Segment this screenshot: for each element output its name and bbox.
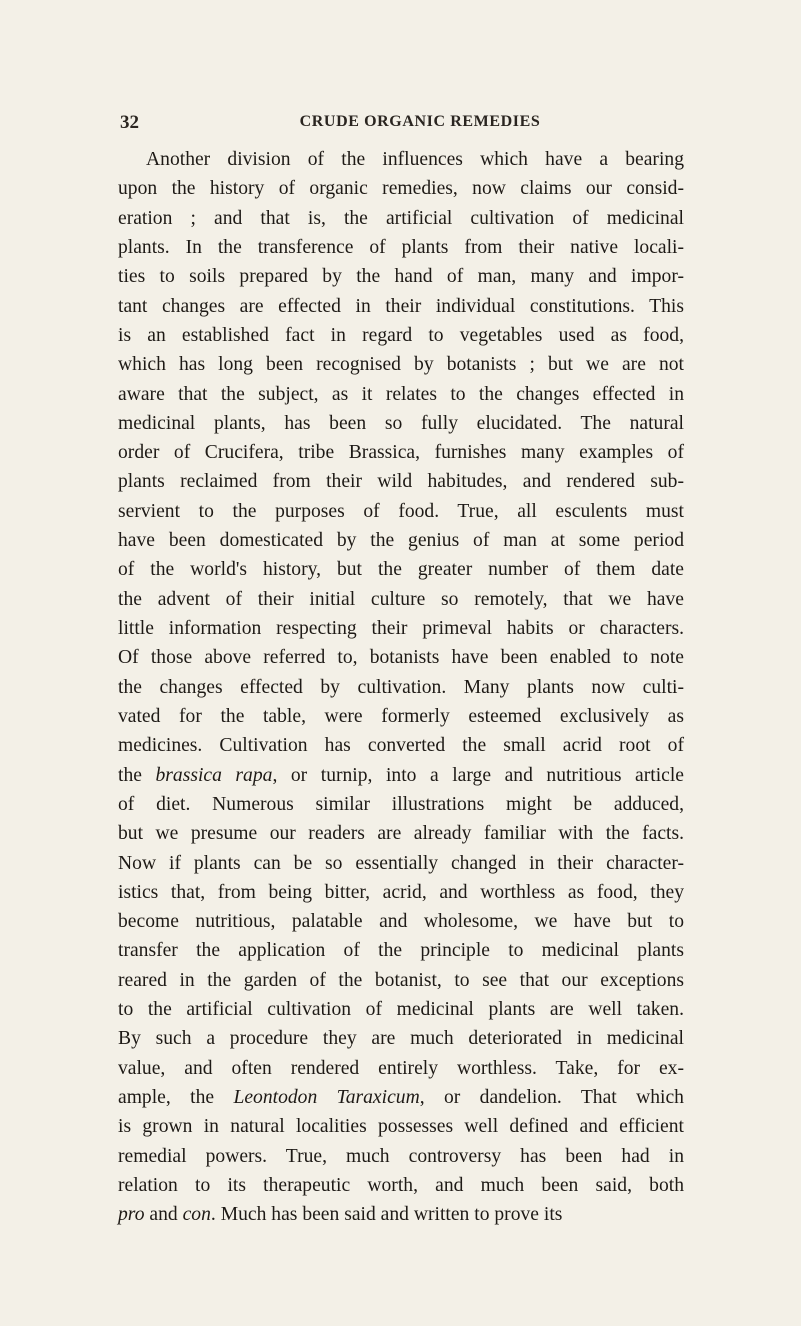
text-line xyxy=(118,1200,684,1229)
text-line xyxy=(118,497,684,526)
text-line xyxy=(118,585,684,614)
text-line xyxy=(118,145,684,174)
text-segment: medicinal plants, has been so fully elucidated. The natural xyxy=(118,412,684,434)
text-segment: of the world's history, but the greater number of them date xyxy=(118,559,684,581)
text-line xyxy=(118,673,684,702)
text-line xyxy=(118,1142,684,1171)
text-segment: plants. In the transference of plants from their native locali- xyxy=(118,236,684,258)
text-line xyxy=(118,878,684,907)
text-segment: istics that, from being bitter, acrid, and worthless as food, they xyxy=(118,881,684,903)
text-line xyxy=(118,526,684,555)
text-line xyxy=(118,1171,684,1200)
text-line xyxy=(118,292,684,321)
text-line xyxy=(118,966,684,995)
text-line xyxy=(118,790,684,819)
text-segment: have been domesticated by the genius of man at some period xyxy=(118,530,684,552)
text-line xyxy=(118,350,684,379)
text-segment: ties to soils prepared by the hand of man, many and impor- xyxy=(118,266,684,288)
text-segment: order of Crucifera, tribe Brassica, furnishes many examples of xyxy=(118,442,684,464)
text-line xyxy=(118,204,684,233)
text-segment: aware that the subject, as it relates to the changes effected in xyxy=(118,383,684,405)
page-header xyxy=(120,112,680,134)
text-line xyxy=(118,438,684,467)
text-line xyxy=(118,174,684,203)
text-segment: , or dandelion. That which xyxy=(419,1087,684,1108)
italic-text: brassica rapa xyxy=(155,764,273,786)
text-segment: Another division of the influences which have a bearing xyxy=(146,149,684,170)
text-line xyxy=(118,1112,684,1141)
body-paragraph xyxy=(118,145,684,1230)
text-line xyxy=(118,1054,684,1083)
text-segment: of diet. Numerous similar illustrations might be adduced, xyxy=(118,793,684,815)
text-segment: is grown in natural localities possesses well defined and efficient xyxy=(118,1116,684,1138)
text-segment: plants reclaimed from their wild habitudes, and rendered sub- xyxy=(118,471,684,493)
italic-text: pro xyxy=(118,1204,145,1226)
text-line xyxy=(118,467,684,496)
text-segment: relation to its therapeutic worth, and much been said, both xyxy=(118,1174,684,1196)
running-title: CRUDE ORGANIC REMEDIES xyxy=(299,113,541,130)
text-segment: to the artificial cultivation of medicinal plants are well taken. xyxy=(118,999,684,1021)
text-line xyxy=(118,321,684,350)
text-segment: value, and often rendered entirely worthless. Take, for ex- xyxy=(118,1057,684,1079)
text-segment: but we presume our readers are already familiar with the facts. xyxy=(118,823,684,845)
text-segment: , or turnip, into a large and nutritious article xyxy=(272,764,684,786)
text-segment: upon the history of organic remedies, now claims our consid- xyxy=(118,178,684,200)
page-number: 32 xyxy=(120,112,139,133)
text-line xyxy=(118,819,684,848)
text-segment: eration ; and that is, the artificial cultivation of medicinal xyxy=(118,207,684,229)
text-segment: the advent of their initial culture so remotely, that we have xyxy=(118,588,684,610)
text-line xyxy=(118,995,684,1024)
text-segment: remedial powers. True, much controversy has been had in xyxy=(118,1145,684,1167)
text-segment: By such a procedure they are much deteriorated in medicinal xyxy=(118,1028,684,1050)
text-segment: tant changes are effected in their individual constitutions. This xyxy=(118,295,684,317)
text-line xyxy=(118,409,684,438)
text-line xyxy=(118,380,684,409)
text-segment: the changes effected by cultivation. Many plants now culti- xyxy=(118,676,684,698)
text-segment: is an established fact in regard to vegetables used as food, xyxy=(118,324,684,346)
text-segment: transfer the application of the principle to medicinal plants xyxy=(118,940,684,962)
text-line xyxy=(118,1024,684,1053)
text-segment: ample, the xyxy=(118,1087,234,1108)
text-line xyxy=(118,702,684,731)
text-line xyxy=(118,731,684,760)
text-line xyxy=(118,849,684,878)
text-segment: vated for the table, were formerly esteemed exclusively as xyxy=(118,705,684,727)
italic-text: Leontodon Taraxicum xyxy=(233,1087,420,1108)
italic-text: con xyxy=(182,1204,211,1226)
text-line xyxy=(118,1083,684,1112)
text-line xyxy=(118,233,684,262)
text-line xyxy=(118,262,684,291)
text-segment: become nutritious, palatable and wholesome, we have but to xyxy=(118,911,684,933)
text-line xyxy=(118,936,684,965)
text-segment: servient to the purposes of food. True, all esculents must xyxy=(118,500,684,522)
text-line xyxy=(118,555,684,584)
text-line xyxy=(118,614,684,643)
text-line xyxy=(118,643,684,672)
text-segment: Of those above referred to, botanists have been enabled to note xyxy=(118,647,684,669)
text-segment: and xyxy=(144,1204,183,1226)
text-line xyxy=(118,761,684,790)
text-segment: . Much has been said and written to prove its xyxy=(210,1204,563,1226)
text-segment: Now if plants can be so essentially changed in their character- xyxy=(118,852,684,874)
text-segment: medicines. Cultivation has converted the small acrid root of xyxy=(118,735,684,757)
text-segment: little information respecting their primeval habits or characters. xyxy=(118,618,684,639)
text-segment: reared in the garden of the botanist, to see that our exceptions xyxy=(118,969,684,991)
text-segment: the xyxy=(118,764,156,786)
text-segment: which has long been recognised by botanists ; but we are not xyxy=(118,354,684,376)
text-line xyxy=(118,907,684,936)
